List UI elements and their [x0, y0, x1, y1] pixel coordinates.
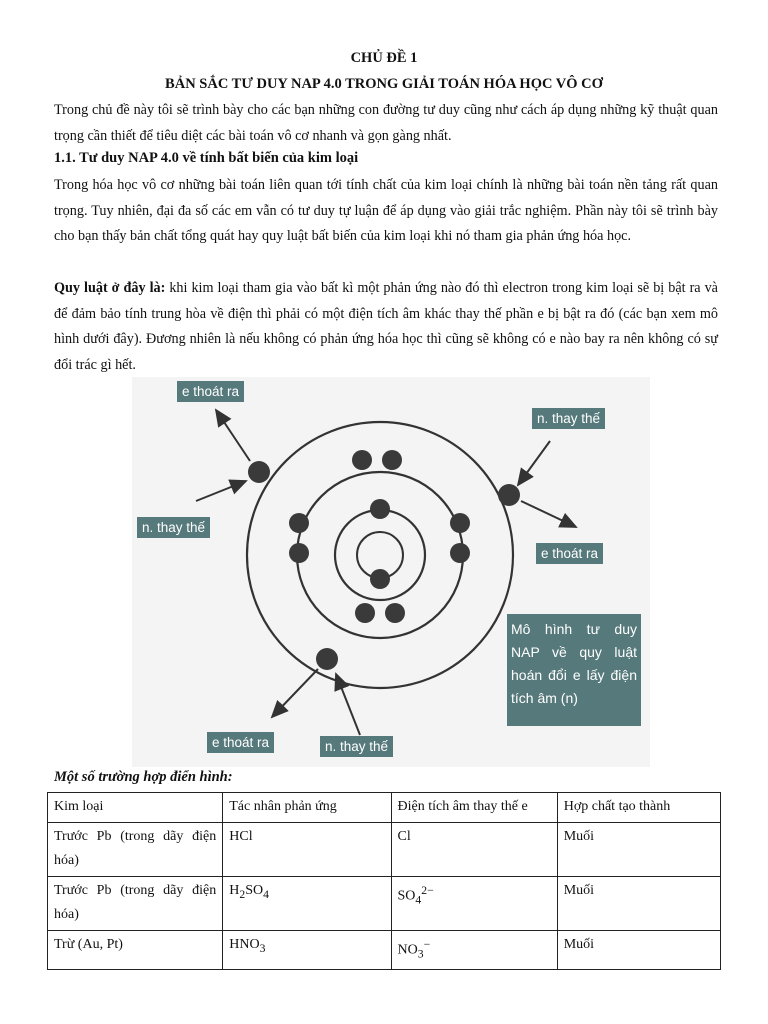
agent-cell: $HNO_3$ — [223, 931, 391, 970]
anion-cell: $NO_3^-$ — [391, 931, 557, 970]
product-cell: Muối — [557, 931, 720, 970]
arrow-n-in-right — [518, 441, 550, 485]
metal-cell: Trước Pb (trong dãy điện hóa) — [48, 877, 223, 931]
agent-cell: HCl — [223, 823, 391, 877]
table-row — [48, 823, 721, 877]
section-paragraph: Trong hóa học vô cơ những bài toán liên quan tới tính chất của kim loại chính là những bài toán nền tảng rất quan trọng. Tuy nhiên, đại đa số các em vẫn có tư duy tự luận để áp dụng vào giải trắc nghiệm. Phần này tôi sẽ trình bày cho bạn thấy bản chất tổng quát hay quy luật bất biến của kim loại khi nó tham gia phản ứng hóa học. — [54, 177, 718, 244]
electron — [355, 603, 375, 623]
intro-paragraph: Trong chủ đề này tôi sẽ trình bày cho các bạn những con đường tư duy cũng như cách áp dụng những kỹ thuật quan trọng cần thiết để tiêu diệt các bài toán vô cơ nhanh và gọn gàng nhất. — [54, 102, 718, 144]
cases-title: Một số trường hợp điển hình: — [54, 769, 233, 785]
section-heading: 1.1. Tư duy NAP 4.0 về tính bất biến của kim loại — [54, 150, 359, 166]
electron — [352, 450, 372, 470]
label-e-out-top: e thoát ra — [177, 381, 244, 402]
arrow-e-out-top — [216, 410, 250, 461]
rule-text: khi kim loại tham gia vào bất kì một phản ứng nào đó thì electron trong kim loại sẽ bị bật ra và để đảm bảo tính trung hòa về điện thì phải có một điện tích âm khác thay thế phần e bị bật ra đó (các bạn xem mô hình dưới đây). Đương nhiên là nếu không có phản ứng hóa học thì cũng sẽ không có e nào bay ra nên không có sự đổi trác gì hết. — [54, 280, 718, 373]
label-n-replace-bottom: n. thay thế — [320, 736, 393, 757]
outer-orbit — [247, 422, 513, 688]
electron — [289, 543, 309, 563]
metal-cell: Trước Pb (trong dãy điện hóa) — [48, 823, 223, 877]
header-cell: Tác nhân phản ứng — [223, 793, 391, 823]
middle-orbit — [297, 472, 463, 638]
rule-paragraph — [54, 276, 718, 378]
label-e-out-bottom: e thoát ra — [207, 732, 274, 753]
arrow-n-in-left — [196, 481, 246, 501]
model-caption-box: Mô hình tư duy NAP về quy luật hoán đổi e lấy điện tích âm (n) — [507, 614, 641, 726]
header-cell: Hợp chất tạo thành — [557, 793, 720, 823]
nap-model-figure — [132, 377, 650, 767]
chapter-subtitle: BẢN SẮC TƯ DUY NAP 4.0 TRONG GIẢI TOÁN HÓA HỌC VÔ CƠ — [165, 76, 603, 92]
agent-cell: $H_2SO_4$ — [223, 877, 391, 931]
metal-cell: Trừ (Au, Pt) — [48, 931, 223, 970]
table-header-row — [48, 793, 721, 823]
header-cell: Điện tích âm thay thế e — [391, 793, 557, 823]
arrow-e-out-bottom — [272, 669, 318, 717]
electron — [385, 603, 405, 623]
table-row — [48, 877, 721, 931]
electron — [450, 543, 470, 563]
arrow-e-out-right — [521, 501, 576, 527]
electron — [498, 484, 520, 506]
cases-table — [47, 792, 721, 970]
anion-cell: Cl — [391, 823, 557, 877]
header-cell: Kim loại — [48, 793, 223, 823]
electron — [316, 648, 338, 670]
label-n-replace-right: n. thay thế — [532, 408, 605, 429]
label-e-out-right: e thoát ra — [536, 543, 603, 564]
electron — [450, 513, 470, 533]
rule-label: Quy luật ở đây là: — [54, 280, 166, 296]
chapter-title: CHỦ ĐỀ 1 — [350, 50, 418, 66]
electron — [248, 461, 270, 483]
table-row — [48, 931, 721, 970]
anion-cell: $SO_4^{2-}$ — [391, 877, 557, 931]
electron — [382, 450, 402, 470]
product-cell: Muối — [557, 877, 720, 931]
label-n-replace-left: n. thay thế — [137, 517, 210, 538]
electron — [370, 499, 390, 519]
electron — [289, 513, 309, 533]
product-cell: Muối — [557, 823, 720, 877]
electron — [370, 569, 390, 589]
